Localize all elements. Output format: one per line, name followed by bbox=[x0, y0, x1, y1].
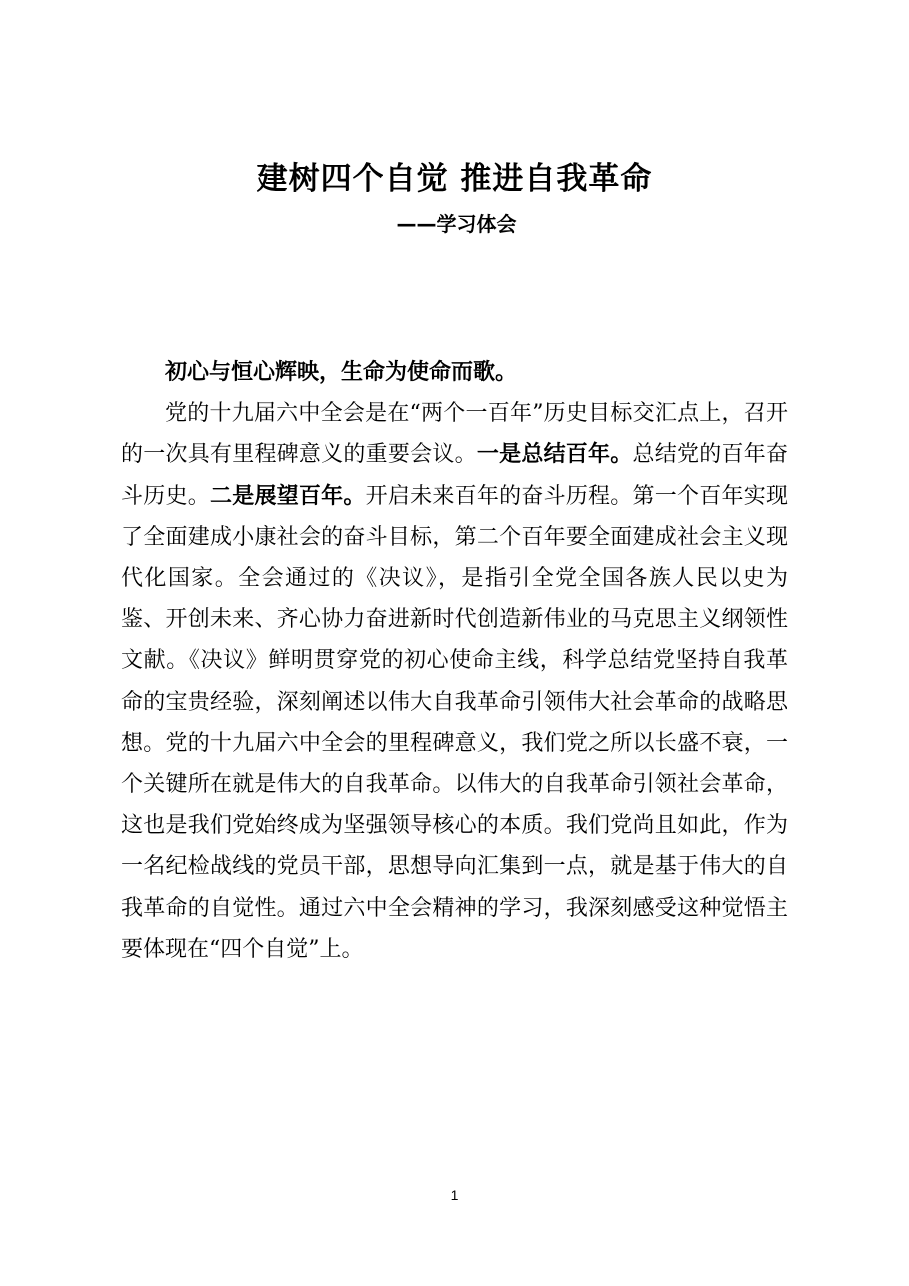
lead-sentence: 初心与恒心辉映，生命为使命而歌。 bbox=[165, 359, 518, 385]
paragraph-segment: 总结党的百年奋斗历史。 bbox=[121, 442, 788, 509]
page-number: 1 bbox=[450, 1187, 459, 1203]
paragraph-segment: 开启未来百年的奋斗历程。第一个百年实现了全面建成小康社会的奋斗目标，第二个百年要全面建成社会主义现代化国家。全会通过的《决议》，是指引全党全国各族人民以史为鉴、开创未来、齐心协力奋进新时代创造新伟业的马克思主义纲领性文献。《决议》鲜明贯穿党的初心使命主线，科学总结党坚持自我革命的宝贵经验，深刻阐述以伟大自我革命引领伟大社会革命的战略思想。党的十九届六中全会的里程碑意义，我们党之所以长盛不衰，一个关键所在就是伟大的自我革命。以伟大的自我革命引领社会革命，这也是我们党始终成为坚强领导核心的本质。我们党尚且如此，作为一名纪检战线的党员干部，思想导向汇集到一点，就是基于伟大的自我革命的自觉性。通过六中全会精神的学习，我深刻感受这种觉悟主要体现在“四个自觉”上。 bbox=[121, 483, 788, 962]
bold-point-1: 一是总结百年。 bbox=[476, 441, 633, 468]
bold-point-2: 二是展望百年。 bbox=[209, 482, 366, 509]
body-paragraph bbox=[121, 393, 788, 970]
document-body bbox=[121, 352, 788, 970]
document-subtitle: ——学习体会 bbox=[396, 212, 517, 236]
paragraph-segment: 党的十九届六中全会是在“两个一百年”历史目标交汇点上，召开的一次具有里程碑意义的重要会议。 bbox=[121, 401, 788, 468]
document-title: 建树四个自觉 推进自我革命 bbox=[256, 161, 653, 197]
